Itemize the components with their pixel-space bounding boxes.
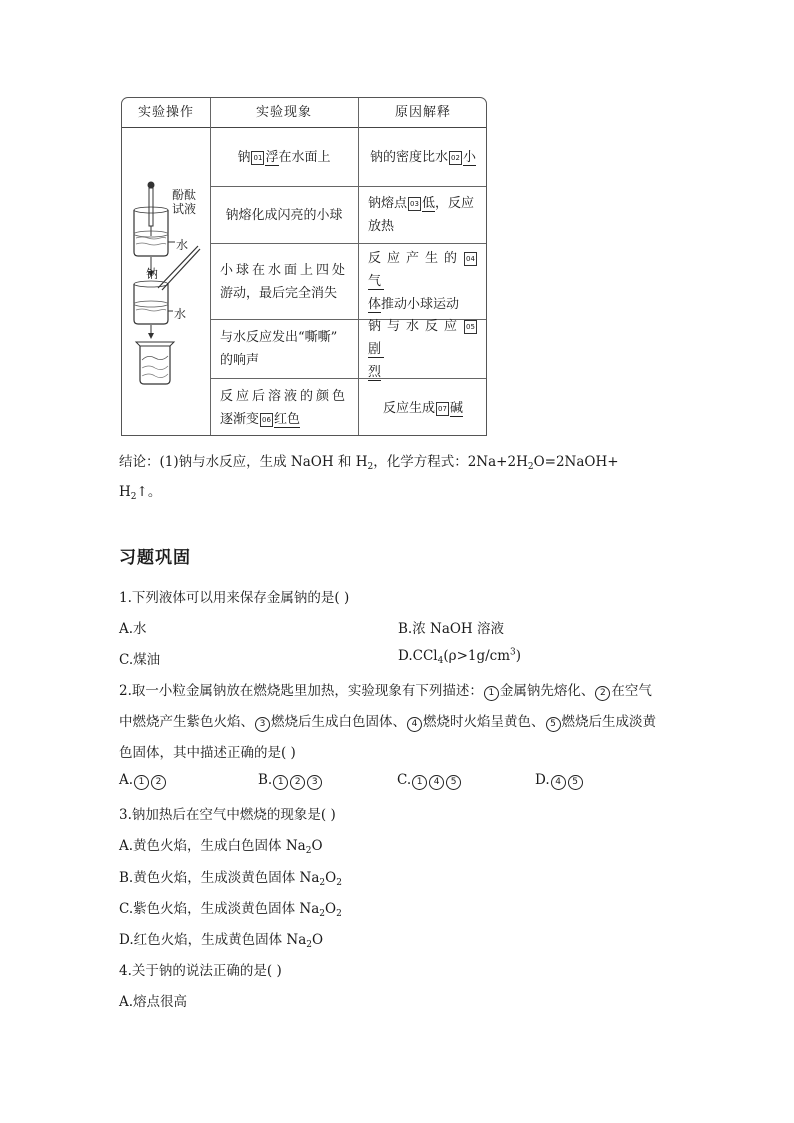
q1-option-a: A.水	[119, 621, 147, 637]
q3-option-c: C.紫色火焰，生成淡黄色固体 $Na_2O_2$	[119, 901, 342, 919]
q3-option-d: D.红色火焰，生成黄色固体 $Na_2O$	[119, 932, 324, 950]
q3-option-a: A.黄色火焰，生成白色固体 $Na_2O$	[119, 838, 323, 856]
blank-number: 01	[251, 151, 264, 165]
q2-option-d: D. 4 5	[535, 772, 584, 790]
apparatus-diagram	[122, 128, 210, 436]
conclusion-line-1: 结论：(1)钠与水反应，生成 NaOH 和 $H_2$，化学方程式：$2Na+2H_2O=2NaOH+$	[119, 454, 619, 472]
section-title: 习题巩固	[119, 548, 191, 568]
q1-option-c: C.煤油	[119, 652, 161, 668]
phenomenon-color: 反应后溶液的颜色 逐渐变 06 红色	[220, 389, 349, 427]
q2-option-b: B. 1 2 3	[258, 772, 323, 790]
blank-number: 07	[436, 402, 449, 416]
label-water-1: 水	[176, 238, 189, 252]
label-phenolphthalein: 酚酞 试液	[172, 188, 197, 216]
q3-stem: 3.钠加热后在空气中燃烧的现象是( )	[119, 807, 336, 823]
circled-number: 5	[546, 717, 561, 732]
q2-line-3: 色固体，其中描述正确的是( )	[119, 745, 296, 761]
experiment-table	[121, 97, 487, 436]
header-operation: 实验操作	[137, 105, 194, 120]
arrow-down-icon	[148, 333, 154, 339]
blank-number: 06	[260, 413, 273, 427]
reason-violent: 钠与水反应 05剧 烈	[358, 320, 487, 378]
reason-base: 反应生成 07 碱	[382, 400, 464, 416]
beaker-icon	[134, 284, 168, 324]
phenomenon-float: 钠 01 浮在水面上	[237, 149, 331, 165]
conclusion-line-2: $H_2↑$。	[119, 484, 162, 502]
label-sodium: 钠	[146, 267, 159, 281]
phenomenon-move: 小球在水面上四处 游动，最后完全消失	[220, 262, 349, 301]
label-water-2: 水	[174, 307, 187, 321]
blank-number: 05	[464, 320, 477, 334]
q1-option-b: B.浓 NaOH 溶液	[398, 621, 504, 637]
reason-density: 钠的密度比水 02 小	[369, 149, 477, 165]
trough-icon	[140, 346, 170, 384]
blank-number: 03	[408, 197, 421, 211]
dropper-bulb-icon	[148, 182, 155, 189]
circled-number: 4	[407, 717, 422, 732]
blank-number: 04	[464, 252, 477, 266]
q4-option-a: A.熔点很高	[119, 994, 188, 1010]
phenomenon-melt: 钠熔化成闪亮的小球	[225, 207, 343, 223]
q1-stem: 1.下列液体可以用来保存金属钠的是( )	[119, 590, 350, 606]
blank-number: 02	[449, 151, 462, 165]
circled-number: 3	[255, 717, 270, 732]
q2-line-2: 中燃烧产生紫色火焰、 3 燃烧后生成白色固体、 4 燃烧时火焰呈黄色、 5 燃烧后生成淡黄	[119, 714, 656, 730]
q3-option-b: B.黄色火焰，生成淡黄色固体 $Na_2O_2$	[119, 870, 342, 888]
reason-melting-point: 钠熔点 03 低，反应 放热	[368, 196, 475, 234]
q2-option-c: C. 1 4 5	[397, 772, 462, 790]
q2-option-a: A. 1 2	[119, 772, 167, 790]
header-phenomenon: 实验现象	[255, 105, 312, 120]
header-explanation: 原因解释	[394, 105, 451, 120]
q4-stem: 4.关于钠的说法正确的是( )	[119, 963, 282, 979]
phenomenon-hiss: 与水反应发出“嘶嘶” 的响声	[220, 330, 338, 368]
circled-number: 1	[484, 686, 499, 701]
circled-number: 2	[595, 686, 610, 701]
reason-gas: 反应产生的 04气 体推动小球运动	[358, 244, 487, 319]
q2-line-1: 2.取一小粒金属钠放在燃烧匙里加热，实验现象有下列描述： 1 金属钠先熔化、 2 在空气	[119, 683, 652, 699]
q1-option-d: $D.CCl_4(\rho>1g/cm^3)$	[398, 647, 522, 666]
